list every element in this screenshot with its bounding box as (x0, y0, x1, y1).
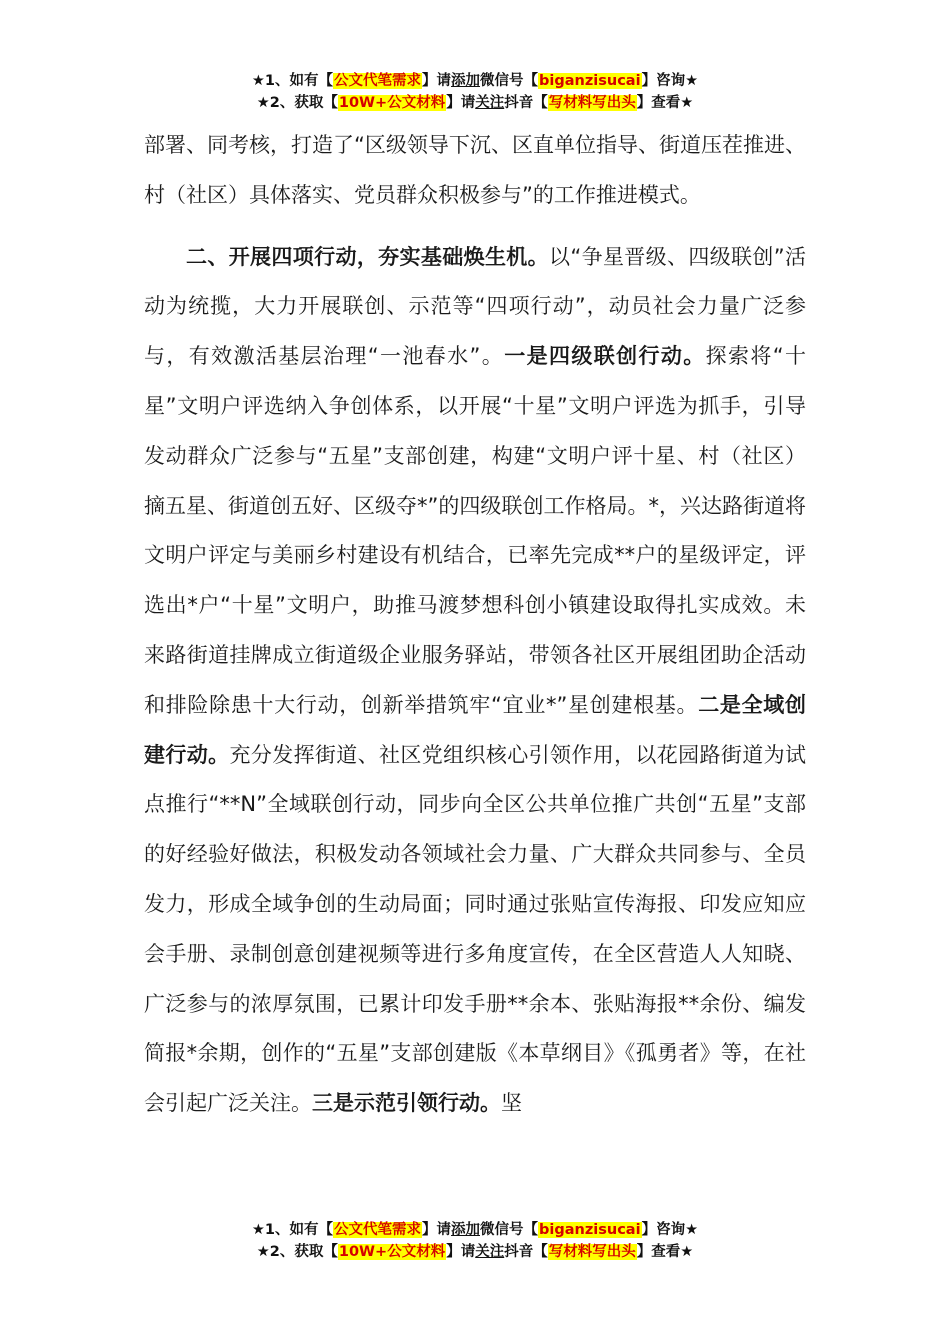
paragraph-text: 以“争星晋级、四级联创”活动为统揽，大力开展联创、示范等“四项行动”，动员社会力量广泛参与，有效激活基层治理“一池春水”。 (144, 244, 806, 369)
banner-line-1 (0, 70, 950, 92)
highlight-service: 公文代笔需求 (334, 1222, 422, 1238)
banner-text: 抖音【 (504, 1244, 548, 1260)
banner-text: ★1、如有【 (251, 73, 334, 89)
banner-line-2 (0, 1241, 950, 1263)
highlight-service: 公文代笔需求 (334, 73, 422, 89)
banner-text: 微信号【 (480, 73, 539, 89)
banner-text: 】查看★ (636, 95, 694, 111)
footer-banner (0, 1219, 950, 1263)
banner-text: ★1、如有【 (251, 1222, 334, 1238)
highlight-wechat-id: biganzisucai (539, 73, 641, 89)
header-banner (0, 70, 950, 114)
banner-text: 】请 (446, 95, 476, 111)
banner-text: 】咨询★ (641, 1222, 699, 1238)
banner-text: 】请 (422, 73, 452, 89)
banner-line-2 (0, 92, 950, 114)
subheading-3: 三是示范引领行动。 (312, 1091, 501, 1116)
paragraph-1: 部署、同考核，打造了“区级领导下沉、区直单位指导、街道压茬推进、村（社区）具体落实、党员群众积极参与”的工作推进模式。 (144, 133, 806, 207)
paragraph-text: 充分发挥街道、社区党组织核心引领作用，以花园路街道为试点推行“**N”全域联创行动，同步向全区公共单位推广共创“五星”支部的好经验好做法，积极发动各领域社会力量、广大群众共同参与、全员发力，形成全域争创的生动局面；同时通过张贴宣传海报、印发应知应会手册、录制创意创建视频等进行多角度宣传，在全区营造人人知晓、广泛参与的浓厚氛围，已累计印发手册**余本、张贴海报**余份、编发简报*余期，创作的“五星”支部创建版《本草纲目》《孤勇者》等，在社会引起广泛关注。 (144, 742, 806, 1116)
section-heading: 二、开展四项行动，夯实基础焕生机。 (186, 244, 549, 269)
document-body (144, 121, 806, 1129)
banner-text: 】查看★ (636, 1244, 694, 1260)
paragraph-text: 探索将“十星”文明户评选纳入争创体系，以开展“十星”文明户评选为抓手，引导发动群众广泛参与“五星”支部创建，构建“文明户评十星、村（社区）摘五星、街道创五好、区级夺*”的四级联创工作格局。*，兴达路街道将文明户评定与美丽乡村建设有机结合，已率先完成**户的星级评定，评选出*户“十星”文明户，助推马渡梦想科创小镇建设取得扎实成效。未来路街道挂牌成立街道级企业服务驿站，带领各社区开展组团助企活动和排险除患十大行动，创新举措筑牢“宜业*”星创建根基。 (144, 344, 806, 717)
banner-text: 】请 (446, 1244, 476, 1260)
paragraph-text: 坚 (501, 1091, 522, 1116)
subheading-1: 一是四级联创行动。 (504, 344, 706, 369)
banner-text: 】请 (422, 1222, 452, 1238)
underlined-text: 关注 (475, 1244, 505, 1260)
banner-text: 微信号【 (480, 1222, 539, 1238)
banner-text: 抖音【 (504, 95, 548, 111)
underlined-text: 添加 (451, 1222, 481, 1238)
highlight-wechat-id: biganzisucai (539, 1222, 641, 1238)
banner-text: ★2、获取【 (256, 95, 338, 111)
highlight-douyin-account: 写材料写出头 (548, 1244, 636, 1260)
subheading-2: 二是全域创建行动。 (144, 692, 806, 767)
underlined-text: 关注 (475, 95, 505, 111)
banner-line-1 (0, 1219, 950, 1241)
paragraph-2 (144, 233, 806, 1129)
highlight-materials: 10W+公文材料 (338, 95, 446, 111)
underlined-text: 添加 (451, 73, 481, 89)
highlight-douyin-account: 写材料写出头 (548, 95, 636, 111)
banner-text: 】咨询★ (641, 73, 699, 89)
highlight-materials: 10W+公文材料 (338, 1244, 446, 1260)
banner-text: ★2、获取【 (256, 1244, 338, 1260)
